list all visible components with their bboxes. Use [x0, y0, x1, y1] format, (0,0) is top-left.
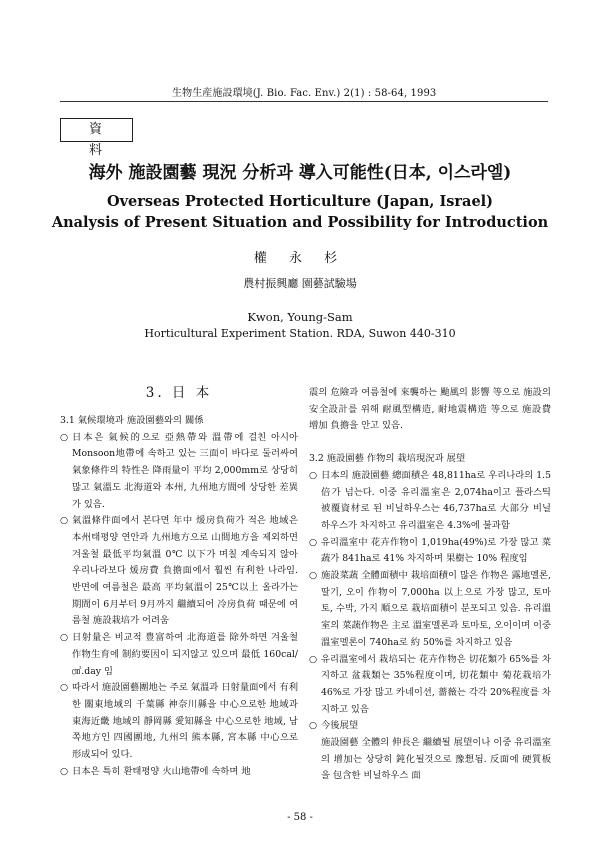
author-name-korean: 權 永 杉 — [253, 251, 347, 266]
list-item: ○ 日射量은 비교적 豊富하여 北海道를 除外하면 겨울철 作物生育에 制約要因이 되지않고 있으며 最低 160cal/㎠.day 임 — [60, 632, 298, 677]
title-korean: 海外 施設園藝 現況 分析과 導入可能性(日本, 이스라엘) — [88, 163, 512, 183]
affiliation-english: Horticultural Experiment Station. RDA, Suwon 440-310 — [144, 327, 456, 340]
bullet-icon: ○ — [309, 653, 318, 665]
list-item: ○ 유리溫室中 花卉作物이 1,019ha(49%)로 가장 많고 菜蔬가 841ha로 41% 차지하며 果樹는 10% 程度임 — [309, 536, 551, 565]
journal-citation: 生物生産施設環境(J. Bio. Fac. Env.) 2(1) : 58-64, 1993 — [172, 88, 437, 99]
author-name-english: Kwon, Young-Sam — [247, 310, 353, 324]
subsection-heading: 3.2 施設園藝 作物의 栽培現況과 展望 — [309, 453, 466, 465]
list-item: ○ 日本은 특히 환태평양 火山地帶에 속하며 地 — [60, 764, 298, 781]
section-title: 3. 日 本 — [145, 385, 213, 401]
title-english-line1: Overseas Protected Horticulture (Japan, Israel) — [106, 193, 494, 210]
bullet-icon: ○ — [60, 632, 69, 644]
outlook-paragraph: 施設園藝 全體의 伸長은 繼續될 展望이나 이중 유리溫室의 增加는 상당히 鈍化될것으로 豫想됨. 反面에 硬質板을 包含한 비닐하우스 面 — [321, 737, 551, 782]
bullet-icon: ○ — [309, 720, 318, 732]
left-column — [60, 383, 298, 780]
paragraph-continuation: 震의 危險과 여름철에 來襲하는 颱風의 影響 等으로 施設의 安全設計를 위해 耐風型構造, 耐地震構造 等으로 施設費 增加 負擔을 안고 있음. — [309, 387, 551, 432]
bullet-icon: ○ — [309, 570, 318, 582]
bullet-icon: ○ — [60, 431, 69, 443]
list-item: ○ 今後展望 — [309, 718, 551, 735]
header-rule — [60, 101, 548, 102]
list-item: ○ 施設菜蔬 全體面積中 栽培面積이 많은 作物은 露地멜론, 딸기, 오이 作物이 7,000ha 以上으로 가장 많고, 토마토, 수박, 가지 順으로 栽培面積이 분포되고 있음. 유리溫室의 菜蔬作物은 主로 溫室멜론과 토마토, 오이이며 이중 溫室멜론이 740ha로 約 50%를 차지하고 있음 — [309, 570, 551, 648]
list-item: ○ 日本의 施設園藝 總面積은 48,811ha로 우리나라의 1.5倍가 넘는다. 이중 유리溫室은 2,074ha이고 플라스틱 被覆資材로 된 비닐하우스는 46,737ha로 大部分 비닐하우스가 차지하고 유리溫室은 4.3%에 불과함 — [309, 469, 551, 531]
page-number: - 58 - — [287, 812, 313, 823]
list-item: ○ 日本은 氣候的으로 亞熱帶와 溫帶에 걸친 아시아 Monsoon地帶에 속하고 있는 三面이 바다로 둘러싸여 氣象條件의 特性은 降雨量이 平均 2,000mm로 상당히 많고 氣溫도 北海道와 本州, 九州地方間에 상당한 差異가 있음. — [60, 431, 298, 510]
list-item: ○ 氣溫條件面에서 본다면 年中 煖房負荷가 적은 地域은 本州태평양 연안과 九州地方으로 山間地方을 제외하면 겨울철 最低平均氣溫 0℃ 以下가 며칠 계속되지 않아 우리나라보다 煖房費 負擔面에서 훨씬 有利한 나라임. 반면에 여름철은 最高 平均氣溫이 25℃以上 올라가는 期間이 6月부터 9月까지 繼續되어 冷房負荷 때문에 여름철 施設栽培가 어려움 — [60, 515, 298, 627]
bullet-icon: ○ — [60, 765, 69, 777]
bullet-icon: ○ — [60, 515, 69, 527]
bullet-icon: ○ — [309, 469, 318, 481]
title-english-line2: Analysis of Present Situation and Possibility for Introduction — [51, 214, 549, 231]
bullet-icon: ○ — [309, 536, 318, 548]
list-item: ○ 유리溫室에서 栽培되는 花卉作物은 切花類가 65%를 차지하고 盆栽類는 35%程度이며, 切花類中 菊花栽培가 46%로 가장 많고 카네이션, 薔薇는 각각 20%程度를 차지하고 있음 — [309, 653, 551, 715]
affiliation-korean: 農村振興廳 園藝試驗場 — [243, 277, 357, 290]
right-column — [309, 385, 551, 785]
article-type-tag: 資 料 — [60, 118, 133, 142]
list-item: ○ 따라서 施設園藝團地는 주로 氣溫과 日射量面에서 有利한 關東地域의 千葉縣 神奈川縣을 中心으로한 地域과 東海近畿 地域의 靜岡縣 愛知縣을 中心으로한 地域, 남쪽地方인 四國團地, 九州의 熊本縣, 宮本縣 中心으로 形成되어 있다. — [60, 682, 298, 761]
subsection-heading: 3.1 氣候環境과 施設園藝와의 關係 — [60, 415, 204, 426]
bullet-icon: ○ — [60, 682, 69, 694]
